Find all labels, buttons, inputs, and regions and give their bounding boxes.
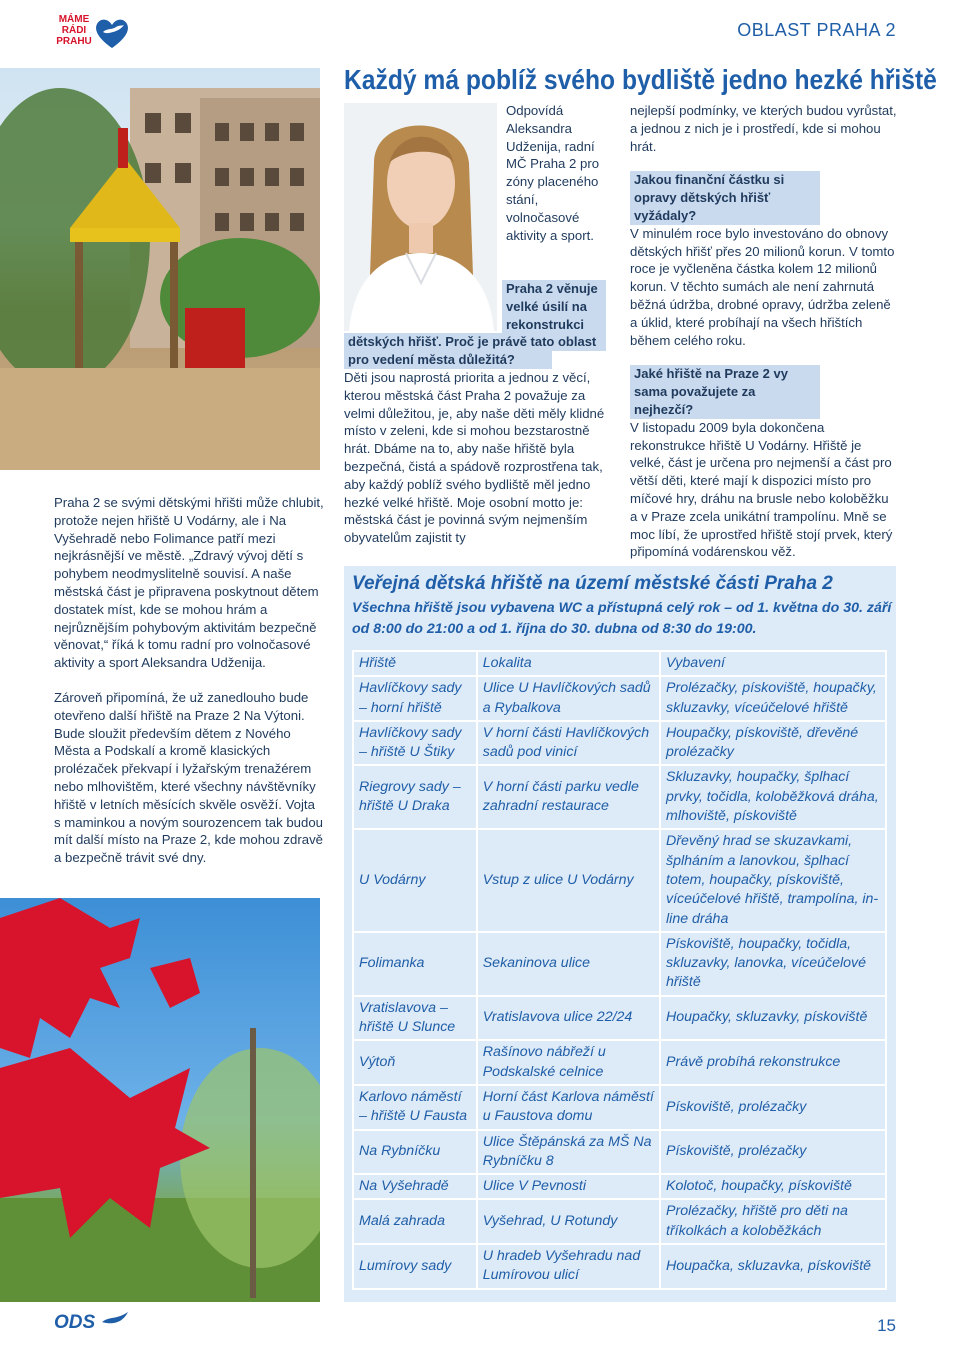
table-row bbox=[353, 1085, 886, 1130]
mame-radi-prahu-logo bbox=[56, 14, 136, 58]
cell-vybaveni: Prolézačky, pískoviště, houpačky, skluzavky, víceúčelové hřiště bbox=[660, 676, 886, 721]
table-row bbox=[353, 932, 886, 996]
playgrounds-table-body bbox=[353, 676, 886, 1288]
cell-lokalita: Ulice U Havlíčkových sadů a Rybalkova bbox=[477, 676, 660, 721]
bird-icon bbox=[102, 1312, 128, 1326]
cell-lokalita: V horní části parku vedle zahradní restaurace bbox=[477, 765, 660, 829]
cell-vybaveni: Houpačky, skluzavky, pískoviště bbox=[660, 996, 886, 1041]
playgrounds-subtitle: Všechna hřiště jsou vybavena WC a přístupná celý rok – od 1. května do 30. září od 8:00 do 21:00 a od 1. října do 30. dubna od 8:30 do 19:00. bbox=[352, 600, 892, 637]
logo-line-2: RÁDI bbox=[61, 25, 87, 36]
cell-lokalita: Rašínovo nábřeží u Podskalské celnice bbox=[477, 1040, 660, 1085]
question-3: Jaké hřiště na Praze 2 vy sama považujete za nejhezčí? bbox=[630, 365, 820, 418]
cell-vybaveni: Kolotoč, houpačky, pískoviště bbox=[660, 1174, 886, 1199]
cell-vybaveni: Pískoviště, prolézačky bbox=[660, 1085, 886, 1130]
playgrounds-table bbox=[352, 650, 887, 1290]
playground-photo-top bbox=[0, 68, 320, 470]
cell-lokalita: U hradeb Vyšehradu nad Lumírovou ulicí bbox=[477, 1244, 660, 1289]
left-paragraph-2: Zároveň připomíná, že už zanedlouho bude otevřeno další hřiště na Praze 2 Na Výtoni. Bude sloužit především dětem z Nového Města a Podskalí a kromě klasických prolézaček překvapí i lyžařským trenažérem nebo mlhovištěm, které všechny návštěvníky hřiště v letních měsících skvěle osvěží. Vojta s maminkou a novým sourozencem tak budou mít další místo na Praze 2, kde mohou zdravě a bezpečně trávit své dny. bbox=[54, 689, 324, 866]
cell-hriste: Lumírovy sady bbox=[353, 1244, 477, 1289]
table-row bbox=[353, 1244, 886, 1289]
column-header-vybaveni: Vybavení bbox=[660, 651, 886, 676]
logo-line-1: MÁME bbox=[58, 14, 90, 25]
ods-logo-text: ODS bbox=[54, 1312, 96, 1333]
ods-logo bbox=[54, 1312, 128, 1334]
cell-hriste: U Vodárny bbox=[353, 829, 477, 931]
question-1-line-1: Praha 2 věnuje bbox=[502, 280, 606, 298]
answer-2: V minulém roce bylo investováno do obnovy dětských hřišť přes 20 milionů korun. V tomto roce je vyčleněna částka kolem 12 milionů korun. V těchto sumách ale není zahrnutá běžná údržba, drobné opravy, údržba zeleně a úklid, které probíhají na všech hřištích během celého roku. bbox=[630, 225, 895, 348]
answer-3: V listopadu 2009 byla dokončena rekonstrukce hřiště U Vodárny. Hřiště je velké, část je určena pro nejmenší a část pro větší děti, které mají k dispozici místo pro míčové hry, dráhu na brusle nebo koloběžku a v Praze zcela unikátní trampolínu. Mně se moc líbí, že uprostřed hřiště stojí prvek, který připomíná vodárenskou věž. bbox=[630, 419, 893, 560]
column-header-hriste: Hřiště bbox=[353, 651, 477, 676]
logo-line-3: PRAHU bbox=[56, 36, 92, 47]
cell-hriste: Havlíčkovy sady – hřiště U Štiky bbox=[353, 721, 477, 766]
interview-intro: Odpovídá Aleksandra Udženija, radní MČ Praha 2 pro zóny placeného stání, volnočasové aktivity a sport. bbox=[506, 103, 600, 243]
cell-lokalita: Ulice V Pevnosti bbox=[477, 1174, 660, 1199]
question-1-line-5: pro vedení města důležitá? bbox=[344, 351, 552, 369]
table-row bbox=[353, 829, 886, 931]
table-row bbox=[353, 996, 886, 1041]
red-dragon-illustration bbox=[0, 898, 320, 1302]
cell-vybaveni: Dřevěný hrad se skuzavkami, šplháním a lanovkou, šplhací totem, houpačky, pískoviště, víceúčelové hřiště, trampolína, in-line dráha bbox=[660, 829, 886, 931]
question-1-line-3: rekonstrukci bbox=[502, 316, 606, 334]
cell-hriste: Folimanka bbox=[353, 932, 477, 996]
table-row bbox=[353, 676, 886, 721]
cell-hriste: Riegrovy sady – hřiště U Draka bbox=[353, 765, 477, 829]
left-paragraph-1: Praha 2 se svými dětskými hřišti může chlubit, protože nejen hřiště U Vodárny, ale i Na Vyšehradě nebo Folimance patří mezi nejkrásnější ve městě. „Zdravý vývoj dětí s pohybem neodmyslitelně souvisí. A naše městská část je připravena poskytnout dětem dostatek míst, kde se mohou hrám a nejrůznějším pohybovým aktivitám bezpečně věnovat,“ říká k tomu radní pro volnočasové aktivity a sport Aleksandra Udženija. bbox=[54, 495, 324, 671]
page-number: 15 bbox=[877, 1316, 896, 1335]
cell-vybaveni: Houpačka, skluzavka, pískoviště bbox=[660, 1244, 886, 1289]
answer-1-continued: nejlepší podmínky, ve kterých budou vyrůstat, a jednou z nich je i prostředí, kde si mohou hrát. bbox=[630, 103, 897, 154]
cell-lokalita: Vratislavova ulice 22/24 bbox=[477, 996, 660, 1041]
cell-vybaveni: Houpačky, pískoviště, dřevěné prolézačky bbox=[660, 721, 886, 766]
logo-text bbox=[56, 14, 92, 47]
playground-illustration bbox=[0, 68, 320, 470]
cell-hriste: Havlíčkovy sady – horní hřiště bbox=[353, 676, 477, 721]
question-1 bbox=[344, 280, 608, 366]
section-title: OBLAST PRAHA 2 bbox=[737, 20, 896, 40]
cell-hriste: Vratislavova – hřiště U Slunce bbox=[353, 996, 477, 1041]
heart-bird-icon bbox=[94, 16, 130, 50]
cell-hriste: Na Vyšehradě bbox=[353, 1174, 477, 1199]
cell-hriste: Výtoň bbox=[353, 1040, 477, 1085]
table-row bbox=[353, 1040, 886, 1085]
left-column-text bbox=[54, 494, 324, 884]
column-header-lokalita: Lokalita bbox=[477, 651, 660, 676]
question-1-line-2: velké úsilí na bbox=[502, 298, 606, 316]
question-2: Jakou finanční částku si opravy dětských hřišť vyžádaly? bbox=[630, 171, 820, 224]
table-row bbox=[353, 1199, 886, 1244]
interview-right-column bbox=[630, 102, 898, 561]
cell-lokalita: Horní část Karlova náměstí u Faustova domu bbox=[477, 1085, 660, 1130]
cell-lokalita: V horní části Havlíčkových sadů pod vinicí bbox=[477, 721, 660, 766]
table-row bbox=[353, 721, 886, 766]
cell-lokalita: Ulice Štěpánská za MŠ Na Rybníčku 8 bbox=[477, 1130, 660, 1175]
cell-vybaveni: Pískoviště, houpačky, točidla, skluzavky, lanovka, víceúčelové hřiště bbox=[660, 932, 886, 996]
cell-lokalita: Vyšehrad, U Rotundy bbox=[477, 1199, 660, 1244]
playgrounds-title: Veřejná dětská hřiště na území městské části Praha 2 bbox=[352, 573, 833, 594]
cell-lokalita: Sekaninova ulice bbox=[477, 932, 660, 996]
cell-vybaveni: Skluzavky, houpačky, šplhací prvky, točidla, koloběžková dráha, mlhoviště, pískoviště bbox=[660, 765, 886, 829]
cell-hriste: Na Rybníčku bbox=[353, 1130, 477, 1175]
cell-vybaveni: Prolézačky, hřiště pro děti na tříkolkách a koloběžkách bbox=[660, 1199, 886, 1244]
question-1-line-4: dětských hřišť. Proč je právě tato oblast bbox=[344, 333, 606, 351]
dragon-photo-bottom bbox=[0, 898, 320, 1302]
table-header-row bbox=[353, 651, 886, 676]
cell-lokalita: Vstup z ulice U Vodárny bbox=[477, 829, 660, 931]
article-headline: Každý má poblíž svého bydliště jedno hezké hřiště bbox=[344, 64, 937, 95]
table-row bbox=[353, 765, 886, 829]
cell-vybaveni: Pískoviště, prolézačky bbox=[660, 1130, 886, 1175]
table-row bbox=[353, 1130, 886, 1175]
cell-vybaveni: Právě probíhá rekonstrukce bbox=[660, 1040, 886, 1085]
table-row bbox=[353, 1174, 886, 1199]
answer-1: Děti jsou naprostá priorita a jednou z věcí, kterou městská část Praha 2 považuje za velmi důležitou, je, aby naše děti měly klidné místo v zeleni, kde si mohou bezstarostně hrát. Dbáme na to, aby naše hřiště byla bezpečná, čistá a spádově rozprostřena tak, aby každý poblíž svého bydliště měl jedno hezké velké hřiště. Moje osobní motto je: městská část je povinná svým nejmenším obyvatelům zajistit ty bbox=[344, 370, 605, 546]
cell-hriste: Malá zahrada bbox=[353, 1199, 477, 1244]
cell-hriste: Karlovo náměstí – hřiště U Fausta bbox=[353, 1085, 477, 1130]
